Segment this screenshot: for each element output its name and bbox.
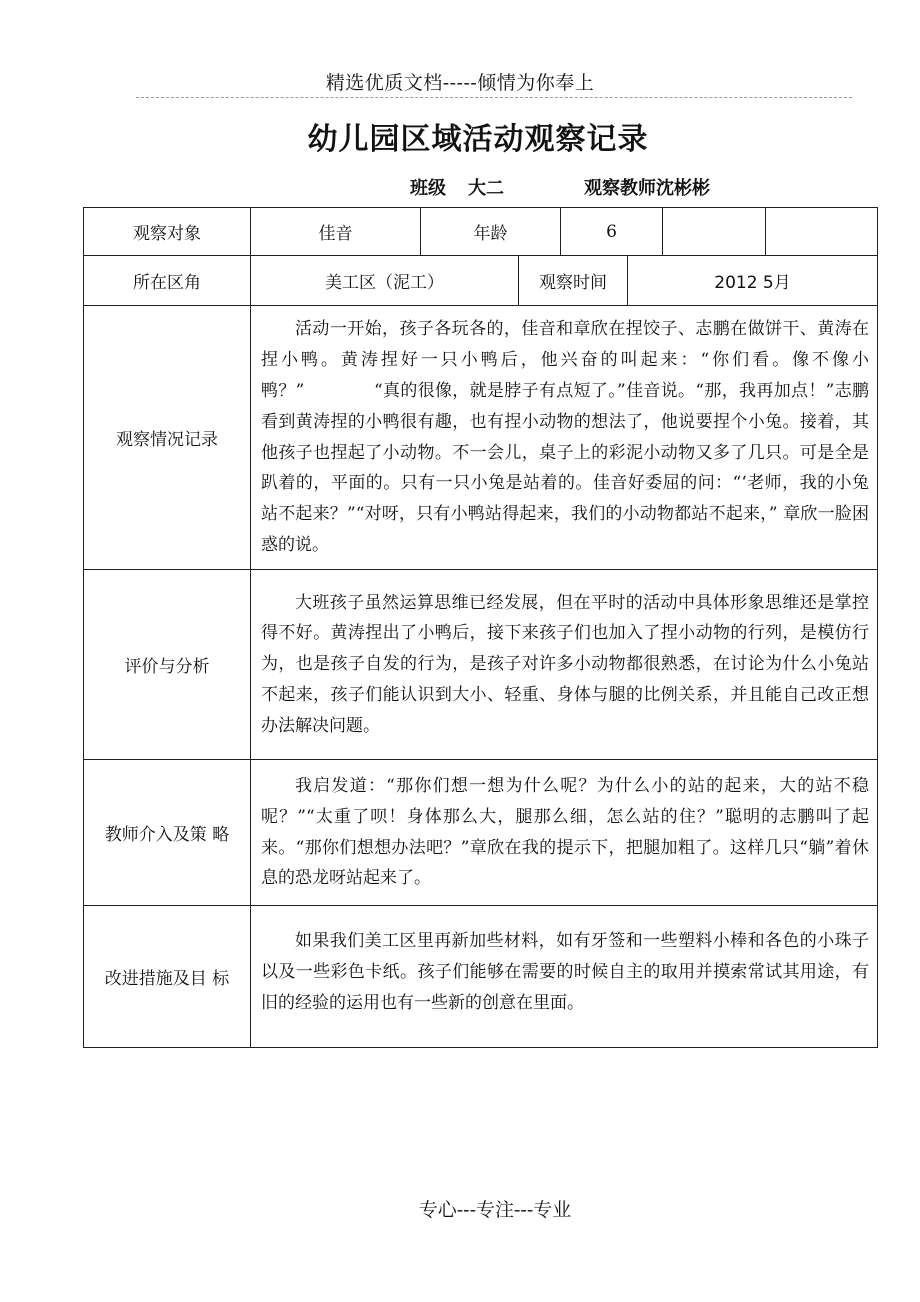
empty-cell xyxy=(766,208,878,256)
intervention-label: 教师介入及策 略 xyxy=(84,760,251,906)
analysis-text: 大班孩子虽然运算思维已经发展，但在平时的活动中具体形象思维还是掌控得不好。黄涛捏出了小鸭后，接下来孩子们也加入了捏小动物的行列，是模仿行为，也是孩子自发的行为，是孩子对许多小动物都很熟悉，在讨论为什么小兔站不起来，孩子们能认识到大小、轻重、身体与腿的比例关系，并且能自己改正想办法解决问题。 xyxy=(261,592,870,736)
table-row xyxy=(84,208,878,256)
time-value: 2012 5月 xyxy=(628,256,878,306)
page-header: 精选优质文档-----倾情为你奉上 xyxy=(325,72,595,94)
table-row xyxy=(84,306,878,570)
observation-label: 观察情况记录 xyxy=(84,306,251,570)
time-label: 观察时间 xyxy=(519,256,628,306)
table-row xyxy=(84,760,878,906)
area-value: 美工区（泥工） xyxy=(251,256,519,306)
intervention-text: 我启发道：“那你们想一想为什么呢？为什么小的站的起来，大的站不稳呢？”“太重了呗！身体那么大，腿那么细，怎么站的住？”聪明的志鹏叫了起来。“那你们想想办法吧？”章欣在我的提示下，把腿加粗了。这样几只“躺”着休息的恐龙呀站起来了。 xyxy=(261,775,870,889)
header-divider xyxy=(136,97,852,98)
class-label: 班级 xyxy=(410,178,446,199)
analysis-cell xyxy=(251,570,878,760)
table-row xyxy=(84,906,878,1048)
intervention-cell xyxy=(251,760,878,906)
observation-text: 活动一开始，孩子各玩各的，佳音和章欣在捏饺子、志鹏在做饼干、黄涛在捏小鸭。黄涛捏好一只小鸭后，他兴奋的叫起来：“你们看。像不像小鸭？” “真的很像，就是脖子有点短了。”佳音说。“那，我再加点！”志鹏看到黄涛捏的小鸭很有趣，也有捏小动物的想法了，他说要捏个小兔。接着，其他孩子也捏起了小动物。不一会儿，桌子上的彩泥小动物又多了几只。可是全是趴着的，平面的。只有一只小兔是站着的。佳音好委屈的问：“‘老师，我的小兔站不起来？”“对呀，只有小鸭站得起来，我们的小动物都站不起来，” 章欣一脸困惑的说。 xyxy=(261,319,870,555)
empty-cell xyxy=(663,208,766,256)
observation-cell xyxy=(251,306,878,570)
page-footer: 专心---专注---专业 xyxy=(418,1199,572,1221)
observer-teacher: 观察教师沈彬彬 xyxy=(584,178,710,199)
subject-value: 佳音 xyxy=(251,208,421,256)
age-value: 6 xyxy=(561,208,663,256)
table-row xyxy=(84,570,878,760)
class-value: 大二 xyxy=(468,178,504,199)
improvement-cell xyxy=(251,906,878,1048)
observation-record-table xyxy=(83,207,878,1048)
document-title: 幼儿园区域活动观察记录 xyxy=(307,122,649,157)
improvement-text: 如果我们美工区里再新加些材料，如有牙签和一些塑料小棒和各色的小珠子以及一些彩色卡纸。孩子们能够在需要的时候自主的取用并摸索常试其用途，有旧的经验的运用也有一些新的创意在里面。 xyxy=(261,931,870,1013)
area-label: 所在区角 xyxy=(84,256,251,306)
class-info xyxy=(410,174,504,200)
table-row xyxy=(84,256,878,306)
improvement-label: 改进措施及目 标 xyxy=(84,906,251,1048)
age-label: 年龄 xyxy=(421,208,561,256)
analysis-label: 评价与分析 xyxy=(84,570,251,760)
subject-label: 观察对象 xyxy=(84,208,251,256)
